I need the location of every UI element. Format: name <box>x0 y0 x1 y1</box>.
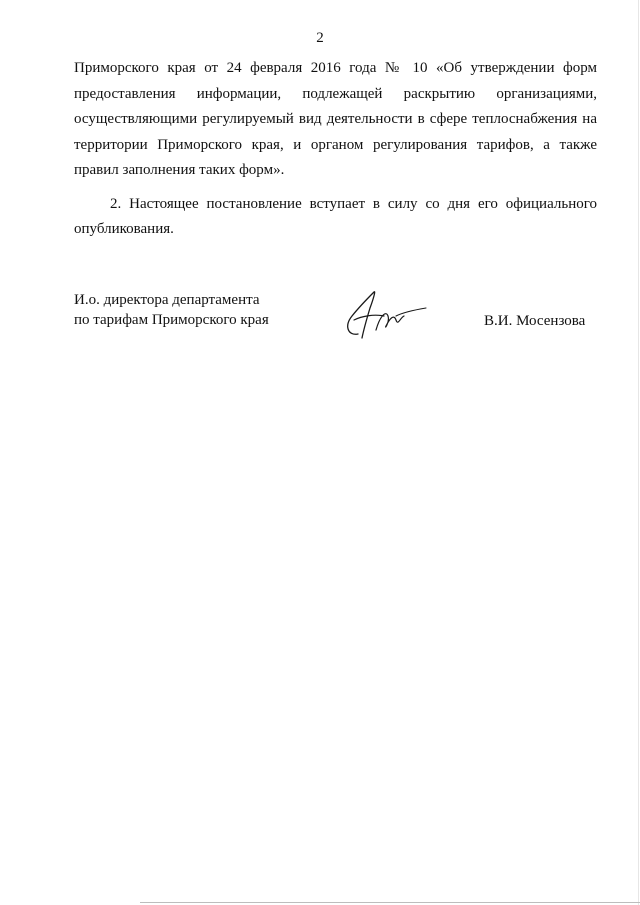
paragraph-line: правил заполнения таких форм». <box>74 162 285 178</box>
signatory-title <box>74 290 269 330</box>
paragraph-line: территории Приморского края, и органом регулирования тарифов, а также <box>74 136 597 153</box>
paragraph-1 <box>74 56 597 184</box>
signatory-name: В.И. Мосензова <box>484 313 586 329</box>
paragraph-line: 2. Настоящее постановление вступает в силу со дня его официального <box>110 195 597 212</box>
page-number: 2 <box>316 30 324 46</box>
paragraph-line: Приморского края от 24 февраля 2016 года № 10 «Об утверждении форм <box>74 60 597 76</box>
paragraph-line: опубликования. <box>74 221 174 237</box>
signatory-title-line: И.о. директора департамента <box>74 292 260 308</box>
paragraph-2 <box>74 192 597 243</box>
signatory-title-line: по тарифам Приморского края <box>74 312 269 328</box>
scan-edge-line <box>638 0 639 905</box>
body-text <box>74 56 597 243</box>
paragraph-line: предоставления информации, подлежащей раскрытию организациями, <box>74 85 597 102</box>
handwritten-signature <box>340 286 430 346</box>
paragraph-line: осуществляющими регулируемый вид деятельности в сфере теплоснабжения на <box>74 111 597 127</box>
scan-bottom-line <box>140 902 640 903</box>
